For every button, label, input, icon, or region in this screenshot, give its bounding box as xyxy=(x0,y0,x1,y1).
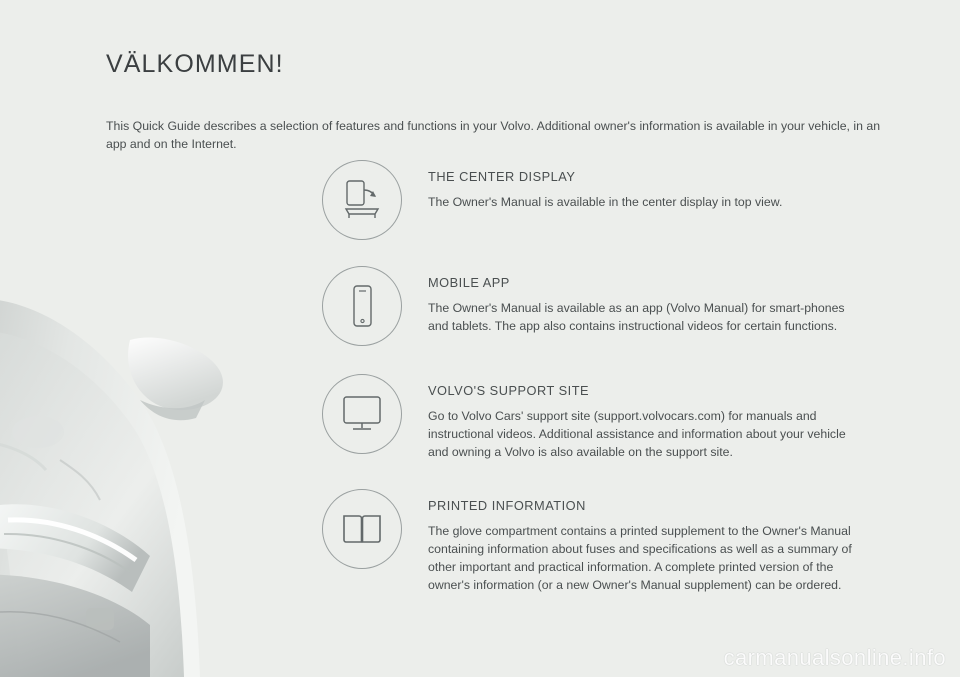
section-title: THE CENTER DISPLAY xyxy=(428,169,576,184)
section-printed-information xyxy=(322,489,882,594)
book-left-page xyxy=(344,516,362,542)
sections-list xyxy=(322,160,882,616)
section-body xyxy=(428,374,858,461)
section-text: The glove compartment contains a printed supplement to the Owner's Manual containing information about fuses and specifications as well as a summary of other important and practical information. A complete printed version of the owner's information (or a new Owner's Manual supplement) can be ordered. xyxy=(428,524,852,592)
monitor-screen-shape xyxy=(344,397,380,423)
section-body xyxy=(428,266,858,335)
section-support-site xyxy=(322,374,882,461)
section-body xyxy=(428,160,858,211)
phone-body-shape xyxy=(354,286,371,326)
section-title: PRINTED INFORMATION xyxy=(428,498,586,513)
section-title: MOBILE APP xyxy=(428,275,510,290)
section-title: VOLVO'S SUPPORT SITE xyxy=(428,383,590,398)
book-right-page xyxy=(363,516,381,542)
display-screen-shape xyxy=(347,181,364,205)
dashboard-shape xyxy=(346,209,378,214)
open-book-icon xyxy=(322,489,402,569)
mobile-phone-icon xyxy=(322,266,402,346)
computer-monitor-icon-svg xyxy=(338,393,386,435)
phone-home-button xyxy=(361,319,364,322)
watermark: carmanualsonline.info xyxy=(723,645,946,670)
mobile-phone-icon-svg xyxy=(345,283,379,329)
section-body xyxy=(428,489,858,594)
intro-paragraph: This Quick Guide describes a selection of features and functions in your Volvo. Additional owner's information is available in your vehicle, in an app and on the Internet. xyxy=(106,119,881,152)
section-text: The Owner's Manual is available in the center display in top view. xyxy=(428,195,783,209)
section-center-display xyxy=(322,160,882,240)
section-mobile-app xyxy=(322,266,882,346)
page-title: VÄLKOMMEN! xyxy=(106,50,284,78)
section-text: Go to Volvo Cars' support site (support.volvocars.com) for manuals and instructional videos. Additional assistance and information about your vehicle and owning a Volvo is also available on the support site. xyxy=(428,409,846,459)
center-display-icon-svg xyxy=(337,178,387,222)
section-text: The Owner's Manual is available as an app (Volvo Manual) for smart-phones and tablets. The app also contains instructional videos for certain functions. xyxy=(428,301,845,333)
center-display-icon xyxy=(322,160,402,240)
open-book-icon-svg xyxy=(338,509,386,549)
computer-monitor-icon xyxy=(322,374,402,454)
